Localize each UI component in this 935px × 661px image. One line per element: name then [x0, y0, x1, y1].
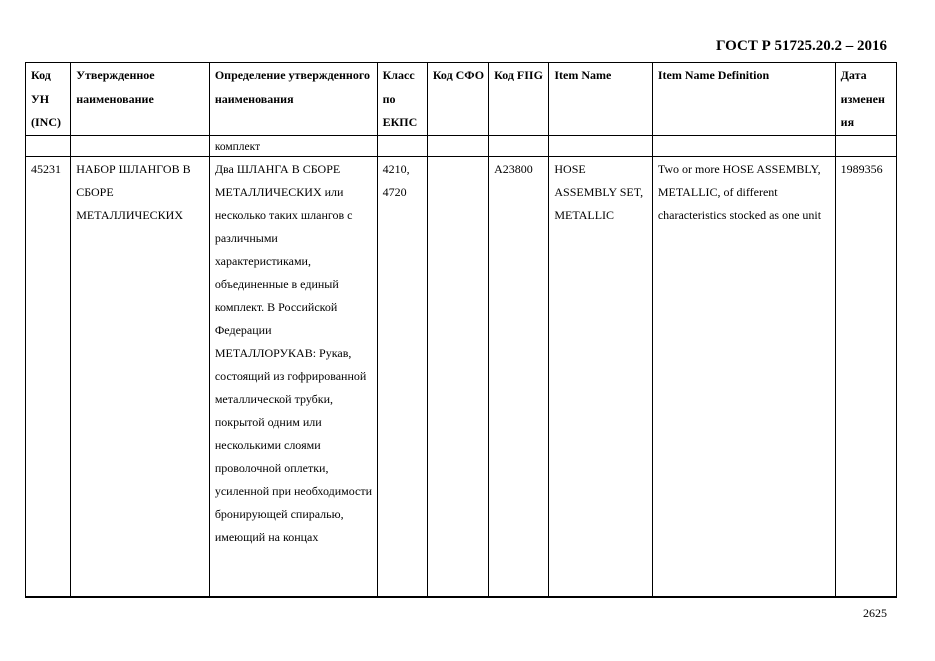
cell-item-name-definition: Two or more HOSE ASSEMBLY, METALLIC, of different characteristics stocked as one unit	[652, 156, 835, 597]
cell-ekps-class: 4210, 4720	[377, 156, 427, 597]
catalog-table	[25, 62, 897, 598]
col-header-fiig-code: Код FIIG	[489, 63, 549, 136]
continuation-text: комплект	[209, 135, 377, 156]
cell-fiig-code: A23800	[489, 156, 549, 597]
col-header-approved-name: Утвержденное наименование	[71, 63, 210, 136]
cell-approved-name: НАБОР ШЛАНГОВ В СБОРЕ МЕТАЛЛИЧЕСКИХ	[71, 156, 210, 597]
document-standard-header: ГОСТ Р 51725.20.2 – 2016	[715, 38, 887, 54]
cell-sfo-code	[427, 156, 488, 597]
col-header-inc: Код УН (INC)	[26, 63, 71, 136]
cell-inc: 45231	[26, 156, 71, 597]
cell-item-name: HOSE ASSEMBLY SET, METALLIC	[549, 156, 652, 597]
table-row	[26, 156, 897, 597]
col-header-definition: Определение утвержденного наименования	[209, 63, 377, 136]
cell-change-date: 1989356	[835, 156, 896, 597]
continuation-row	[26, 135, 897, 156]
page-number: 2625	[863, 606, 887, 620]
col-header-change-date: Дата изменен ия	[835, 63, 896, 136]
table-header-row	[26, 63, 897, 136]
col-header-item-name-definition: Item Name Definition	[652, 63, 835, 136]
cell-definition: Два ШЛАНГА В СБОРЕ МЕТАЛЛИЧЕСКИХ или несколько таких шлангов с различными характеристиками, объединенные в единый комплект. В Российской Федерации МЕТАЛЛОРУКАВ: Рукав, состоящий из гофрированной металлической трубки, покрытой одним или несколькими слоями проволочной оплетки, усиленной при необходимости бронирующей спиралью, имеющий на концах	[209, 156, 377, 597]
col-header-ekps-class: Класс по ЕКПС	[377, 63, 427, 136]
col-header-sfo-code: Код СФО	[427, 63, 488, 136]
col-header-item-name: Item Name	[549, 63, 652, 136]
